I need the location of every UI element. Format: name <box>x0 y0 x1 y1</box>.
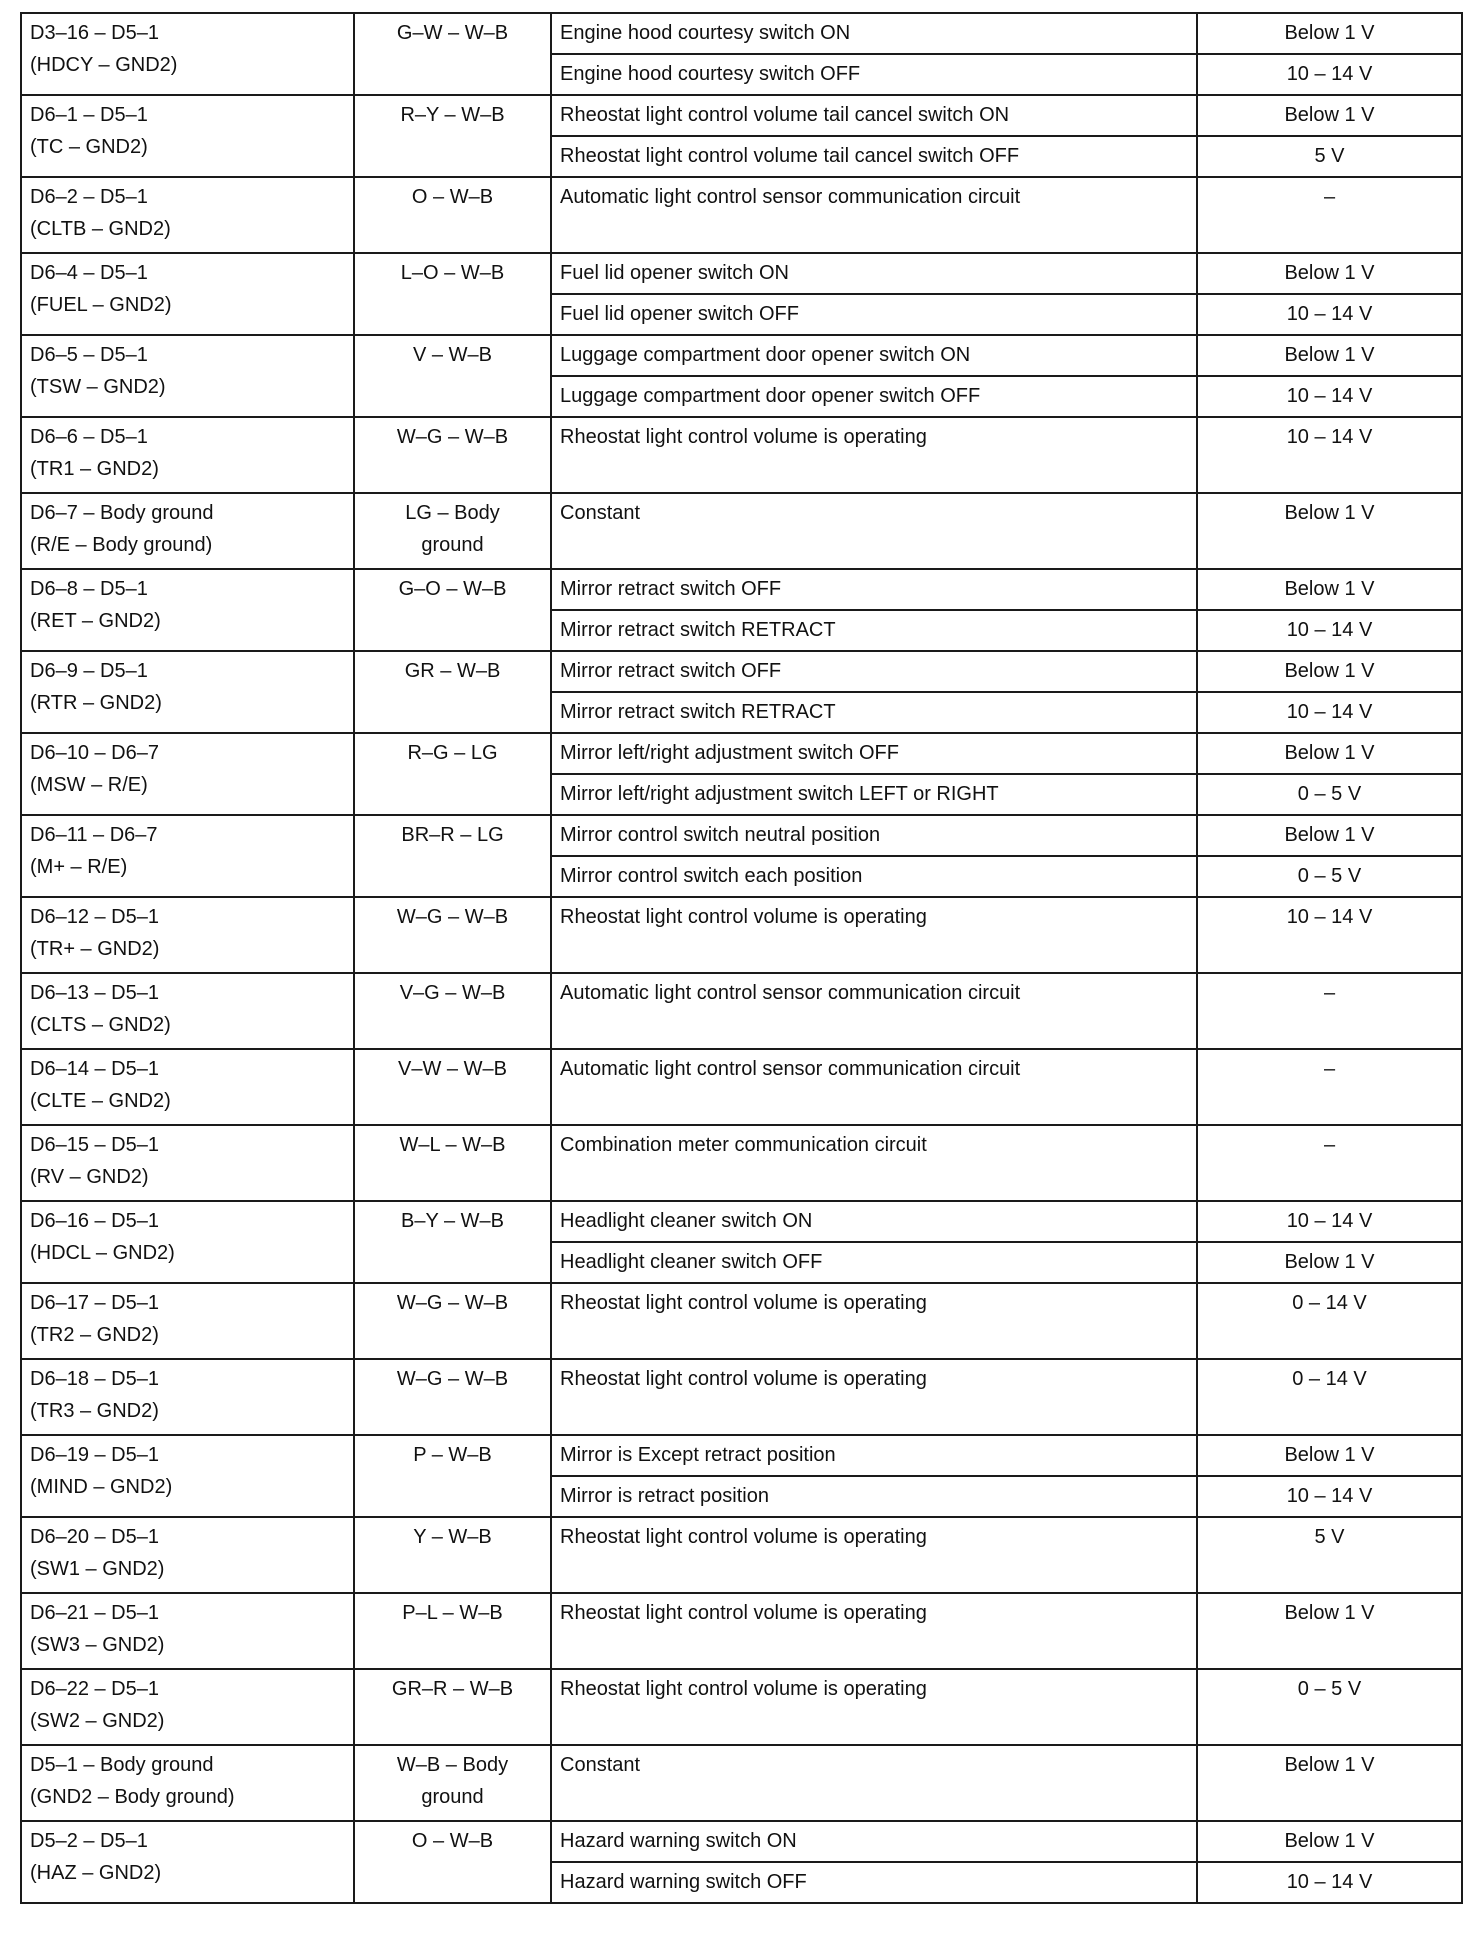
specified-condition-cell: 10 – 14 V <box>1197 1201 1462 1242</box>
condition-cell: Engine hood courtesy switch ON <box>551 13 1197 54</box>
terminal-symbol: (MSW – R/E) <box>30 774 148 796</box>
terminal-number: D6–15 – D5–1 <box>30 1134 159 1156</box>
specified-condition-cell: Below 1 V <box>1197 1435 1462 1476</box>
terminal-inspection-table <box>20 12 1463 1904</box>
wiring-color: W–L – W–B <box>399 1134 506 1156</box>
terminal-number: D6–6 – D5–1 <box>30 426 148 448</box>
wiring-color: V – W–B <box>413 344 492 366</box>
specified-condition-cell: – <box>1197 177 1462 253</box>
condition-cell: Hazard warning switch OFF <box>551 1862 1197 1903</box>
condition-cell: Rheostat light control volume is operating <box>551 1283 1197 1359</box>
table-row <box>21 335 1462 376</box>
terminal-cell <box>21 1745 354 1821</box>
specified-condition-cell: 10 – 14 V <box>1197 1862 1462 1903</box>
specified-condition-cell: Below 1 V <box>1197 1745 1462 1821</box>
condition-cell: Mirror retract switch OFF <box>551 569 1197 610</box>
wiring-color: O – W–B <box>411 186 494 208</box>
terminal-number: D6–18 – D5–1 <box>30 1368 159 1390</box>
specified-condition-cell: 0 – 5 V <box>1197 856 1462 897</box>
terminal-symbol: (HAZ – GND2) <box>30 1862 162 1884</box>
condition-cell: Constant <box>551 493 1197 569</box>
terminal-number: D6–2 – D5–1 <box>30 186 148 208</box>
terminal-cell <box>21 815 354 897</box>
terminal-cell <box>21 897 354 973</box>
table-row <box>21 95 1462 136</box>
specified-condition-cell: – <box>1197 973 1462 1049</box>
table-body <box>21 13 1462 1903</box>
wiring-color: W–G – W–B <box>396 426 509 448</box>
specified-condition-cell: 10 – 14 V <box>1197 54 1462 95</box>
condition-cell: Headlight cleaner switch ON <box>551 1201 1197 1242</box>
condition-cell: Automatic light control sensor communication circuit <box>551 177 1197 253</box>
specified-condition-cell: – <box>1197 1049 1462 1125</box>
terminal-symbol: (MIND – GND2) <box>30 1476 173 1498</box>
condition-cell: Mirror control switch each position <box>551 856 1197 897</box>
table-row <box>21 1201 1462 1242</box>
condition-cell: Rheostat light control volume tail cancel switch ON <box>551 95 1197 136</box>
wiring-color-cell <box>354 1435 551 1517</box>
terminal-number: D6–11 – D6–7 <box>30 824 158 846</box>
condition-cell: Rheostat light control volume tail cancel switch OFF <box>551 136 1197 177</box>
wiring-color: BR–R – LG <box>401 824 504 846</box>
condition-cell: Automatic light control sensor communication circuit <box>551 973 1197 1049</box>
condition-cell: Automatic light control sensor communication circuit <box>551 1049 1197 1125</box>
condition-cell: Engine hood courtesy switch OFF <box>551 54 1197 95</box>
wiring-color: GR – W–B <box>404 660 501 682</box>
wiring-color-cell <box>354 733 551 815</box>
wiring-color-cell <box>354 417 551 493</box>
specified-condition-cell: 10 – 14 V <box>1197 610 1462 651</box>
specified-condition-cell: Below 1 V <box>1197 1242 1462 1283</box>
terminal-number: D6–22 – D5–1 <box>30 1678 159 1700</box>
table-row <box>21 13 1462 54</box>
terminal-number: D6–14 – D5–1 <box>30 1058 159 1080</box>
terminal-cell <box>21 95 354 177</box>
specified-condition-cell: Below 1 V <box>1197 13 1462 54</box>
specified-condition-cell: Below 1 V <box>1197 95 1462 136</box>
terminal-symbol: (TR3 – GND2) <box>30 1400 159 1422</box>
condition-cell: Mirror retract switch OFF <box>551 651 1197 692</box>
table-row <box>21 815 1462 856</box>
specified-condition-cell: 10 – 14 V <box>1197 417 1462 493</box>
wiring-color: W–G – W–B <box>396 1292 509 1314</box>
terminal-number: D6–21 – D5–1 <box>30 1602 159 1624</box>
condition-cell: Mirror left/right adjustment switch LEFT or RIGHT <box>551 774 1197 815</box>
wiring-color: L–O – W–B <box>400 262 505 284</box>
terminal-number: D3–16 – D5–1 <box>30 22 159 44</box>
terminal-cell <box>21 1283 354 1359</box>
terminal-cell <box>21 177 354 253</box>
condition-cell: Rheostat light control volume is operating <box>551 417 1197 493</box>
specified-condition-cell: Below 1 V <box>1197 651 1462 692</box>
terminal-cell <box>21 1435 354 1517</box>
terminal-number: D6–13 – D5–1 <box>30 982 159 1004</box>
table-row <box>21 1125 1462 1201</box>
specified-condition-cell: Below 1 V <box>1197 815 1462 856</box>
terminal-symbol: (M+ – R/E) <box>30 856 128 878</box>
terminal-symbol: (TR+ – GND2) <box>30 938 160 960</box>
specified-condition-cell: Below 1 V <box>1197 569 1462 610</box>
specified-condition-cell: 0 – 14 V <box>1197 1283 1462 1359</box>
condition-cell: Mirror retract switch RETRACT <box>551 610 1197 651</box>
terminal-symbol: (FUEL – GND2) <box>30 294 172 316</box>
condition-cell: Fuel lid opener switch ON <box>551 253 1197 294</box>
terminal-number: D6–20 – D5–1 <box>30 1526 159 1548</box>
terminal-number: D6–17 – D5–1 <box>30 1292 159 1314</box>
terminal-number: D6–10 – D6–7 <box>30 742 159 764</box>
wiring-color-cell <box>354 1125 551 1201</box>
table-row <box>21 1669 1462 1745</box>
table-row <box>21 177 1462 253</box>
table-row <box>21 1435 1462 1476</box>
wiring-color: P–L – W–B <box>402 1602 503 1624</box>
wiring-color: LG – Body <box>405 502 500 524</box>
wiring-color: O – W–B <box>411 1830 494 1852</box>
table-row <box>21 1821 1462 1862</box>
wiring-color: G–W – W–B <box>396 22 509 44</box>
condition-cell: Rheostat light control volume is operating <box>551 1669 1197 1745</box>
terminal-number: D6–16 – D5–1 <box>30 1210 159 1232</box>
wiring-color-cell <box>354 1517 551 1593</box>
wiring-color-cell <box>354 1201 551 1283</box>
wiring-color-cell <box>354 815 551 897</box>
specified-condition-cell: 10 – 14 V <box>1197 376 1462 417</box>
terminal-symbol: (TR2 – GND2) <box>30 1324 159 1346</box>
specified-condition-cell: 5 V <box>1197 1517 1462 1593</box>
terminal-symbol: (HDCL – GND2) <box>30 1242 175 1264</box>
terminal-cell <box>21 417 354 493</box>
wiring-color: W–G – W–B <box>396 906 509 928</box>
terminal-symbol: (GND2 – Body ground) <box>30 1786 235 1808</box>
table-row <box>21 253 1462 294</box>
wiring-color: GR–R – W–B <box>391 1678 514 1700</box>
terminal-cell <box>21 1593 354 1669</box>
condition-cell: Rheostat light control volume is operating <box>551 897 1197 973</box>
wiring-color: V–G – W–B <box>399 982 506 1004</box>
terminal-symbol: (CLTS – GND2) <box>30 1014 171 1036</box>
terminal-number: D6–7 – Body ground <box>30 502 214 524</box>
terminal-symbol: (RV – GND2) <box>30 1166 149 1188</box>
terminal-number: D6–8 – D5–1 <box>30 578 148 600</box>
wiring-color-cell <box>354 253 551 335</box>
specified-condition-cell: Below 1 V <box>1197 493 1462 569</box>
specified-condition-cell: 0 – 5 V <box>1197 774 1462 815</box>
condition-cell: Mirror retract switch RETRACT <box>551 692 1197 733</box>
terminal-number: D6–5 – D5–1 <box>30 344 148 366</box>
specified-condition-cell: 0 – 14 V <box>1197 1359 1462 1435</box>
specified-condition-cell: 0 – 5 V <box>1197 1669 1462 1745</box>
terminal-cell <box>21 13 354 95</box>
terminal-cell <box>21 253 354 335</box>
wiring-color-cell <box>354 95 551 177</box>
wiring-color-cell <box>354 335 551 417</box>
condition-cell: Rheostat light control volume is operating <box>551 1593 1197 1669</box>
wiring-color-cell <box>354 1669 551 1745</box>
terminal-number: D5–1 – Body ground <box>30 1754 214 1776</box>
wiring-color-cell <box>354 1049 551 1125</box>
table-row <box>21 1745 1462 1821</box>
terminal-cell <box>21 1201 354 1283</box>
terminal-cell <box>21 569 354 651</box>
specified-condition-cell: Below 1 V <box>1197 253 1462 294</box>
condition-cell: Constant <box>551 1745 1197 1821</box>
specified-condition-cell: Below 1 V <box>1197 1821 1462 1862</box>
wiring-color: ground <box>421 1786 484 1808</box>
wiring-color-cell <box>354 1593 551 1669</box>
terminal-symbol: (R/E – Body ground) <box>30 534 213 556</box>
specified-condition-cell: Below 1 V <box>1197 1593 1462 1669</box>
wiring-color: G–O – W–B <box>398 578 507 600</box>
condition-cell: Rheostat light control volume is operating <box>551 1517 1197 1593</box>
terminal-number: D6–4 – D5–1 <box>30 262 148 284</box>
wiring-color: B–Y – W–B <box>400 1210 505 1232</box>
condition-cell: Mirror left/right adjustment switch OFF <box>551 733 1197 774</box>
condition-cell: Combination meter communication circuit <box>551 1125 1197 1201</box>
terminal-number: D5–2 – D5–1 <box>30 1830 148 1852</box>
table-row <box>21 493 1462 569</box>
specified-condition-cell: 10 – 14 V <box>1197 1476 1462 1517</box>
wiring-color-cell <box>354 1283 551 1359</box>
terminal-cell <box>21 1049 354 1125</box>
wiring-color-cell <box>354 13 551 95</box>
condition-cell: Rheostat light control volume is operating <box>551 1359 1197 1435</box>
wiring-color: R–Y – W–B <box>400 104 505 126</box>
specified-condition-cell: 5 V <box>1197 136 1462 177</box>
condition-cell: Luggage compartment door opener switch OFF <box>551 376 1197 417</box>
wiring-color-cell <box>354 1821 551 1903</box>
wiring-color: P – W–B <box>413 1444 492 1466</box>
specified-condition-cell: 10 – 14 V <box>1197 294 1462 335</box>
table-row <box>21 651 1462 692</box>
terminal-cell <box>21 1517 354 1593</box>
terminal-cell <box>21 733 354 815</box>
terminal-number: D6–19 – D5–1 <box>30 1444 159 1466</box>
table-row <box>21 1517 1462 1593</box>
terminal-symbol: (CLTE – GND2) <box>30 1090 171 1112</box>
table-row <box>21 1593 1462 1669</box>
table-row <box>21 897 1462 973</box>
terminal-cell <box>21 493 354 569</box>
terminal-cell <box>21 335 354 417</box>
wiring-color-cell <box>354 177 551 253</box>
terminal-symbol: (TSW – GND2) <box>30 376 166 398</box>
table-row <box>21 1049 1462 1125</box>
condition-cell: Mirror is retract position <box>551 1476 1197 1517</box>
terminal-symbol: (SW1 – GND2) <box>30 1558 165 1580</box>
terminal-number: D6–12 – D5–1 <box>30 906 159 928</box>
condition-cell: Fuel lid opener switch OFF <box>551 294 1197 335</box>
wiring-color: V–W – W–B <box>398 1058 507 1080</box>
table-row <box>21 1359 1462 1435</box>
table-row <box>21 1283 1462 1359</box>
terminal-symbol: (RTR – GND2) <box>30 692 162 714</box>
wiring-color: W–B – Body <box>396 1754 509 1776</box>
wiring-color-cell <box>354 897 551 973</box>
specified-condition-cell: – <box>1197 1125 1462 1201</box>
condition-cell: Hazard warning switch ON <box>551 1821 1197 1862</box>
terminal-cell <box>21 973 354 1049</box>
specified-condition-cell: Below 1 V <box>1197 335 1462 376</box>
terminal-cell <box>21 1669 354 1745</box>
terminal-number: D6–1 – D5–1 <box>30 104 148 126</box>
wiring-color: ground <box>421 534 484 556</box>
terminal-symbol: (TR1 – GND2) <box>30 458 159 480</box>
terminal-symbol: (SW2 – GND2) <box>30 1710 165 1732</box>
condition-cell: Headlight cleaner switch OFF <box>551 1242 1197 1283</box>
terminal-cell <box>21 1359 354 1435</box>
terminal-symbol: (RET – GND2) <box>30 610 161 632</box>
wiring-color-cell <box>354 1359 551 1435</box>
terminal-cell <box>21 1821 354 1903</box>
specified-condition-cell: Below 1 V <box>1197 733 1462 774</box>
wiring-color-cell <box>354 493 551 569</box>
specified-condition-cell: 10 – 14 V <box>1197 897 1462 973</box>
terminal-number: D6–9 – D5–1 <box>30 660 148 682</box>
condition-cell: Luggage compartment door opener switch ON <box>551 335 1197 376</box>
wiring-color-cell <box>354 569 551 651</box>
table-row <box>21 733 1462 774</box>
wiring-color: W–G – W–B <box>396 1368 509 1390</box>
wiring-color-cell <box>354 1745 551 1821</box>
condition-cell: Mirror is Except retract position <box>551 1435 1197 1476</box>
wiring-color: R–G – LG <box>407 742 498 764</box>
table-row <box>21 973 1462 1049</box>
terminal-cell <box>21 651 354 733</box>
specified-condition-cell: 10 – 14 V <box>1197 692 1462 733</box>
wiring-color: Y – W–B <box>413 1526 492 1548</box>
terminal-symbol: (SW3 – GND2) <box>30 1634 165 1656</box>
terminal-symbol: (TC – GND2) <box>30 136 148 158</box>
table-row <box>21 569 1462 610</box>
condition-cell: Mirror control switch neutral position <box>551 815 1197 856</box>
terminal-symbol: (HDCY – GND2) <box>30 54 178 76</box>
wiring-color-cell <box>354 973 551 1049</box>
table-row <box>21 417 1462 493</box>
wiring-color-cell <box>354 651 551 733</box>
terminal-cell <box>21 1125 354 1201</box>
terminal-symbol: (CLTB – GND2) <box>30 218 171 240</box>
